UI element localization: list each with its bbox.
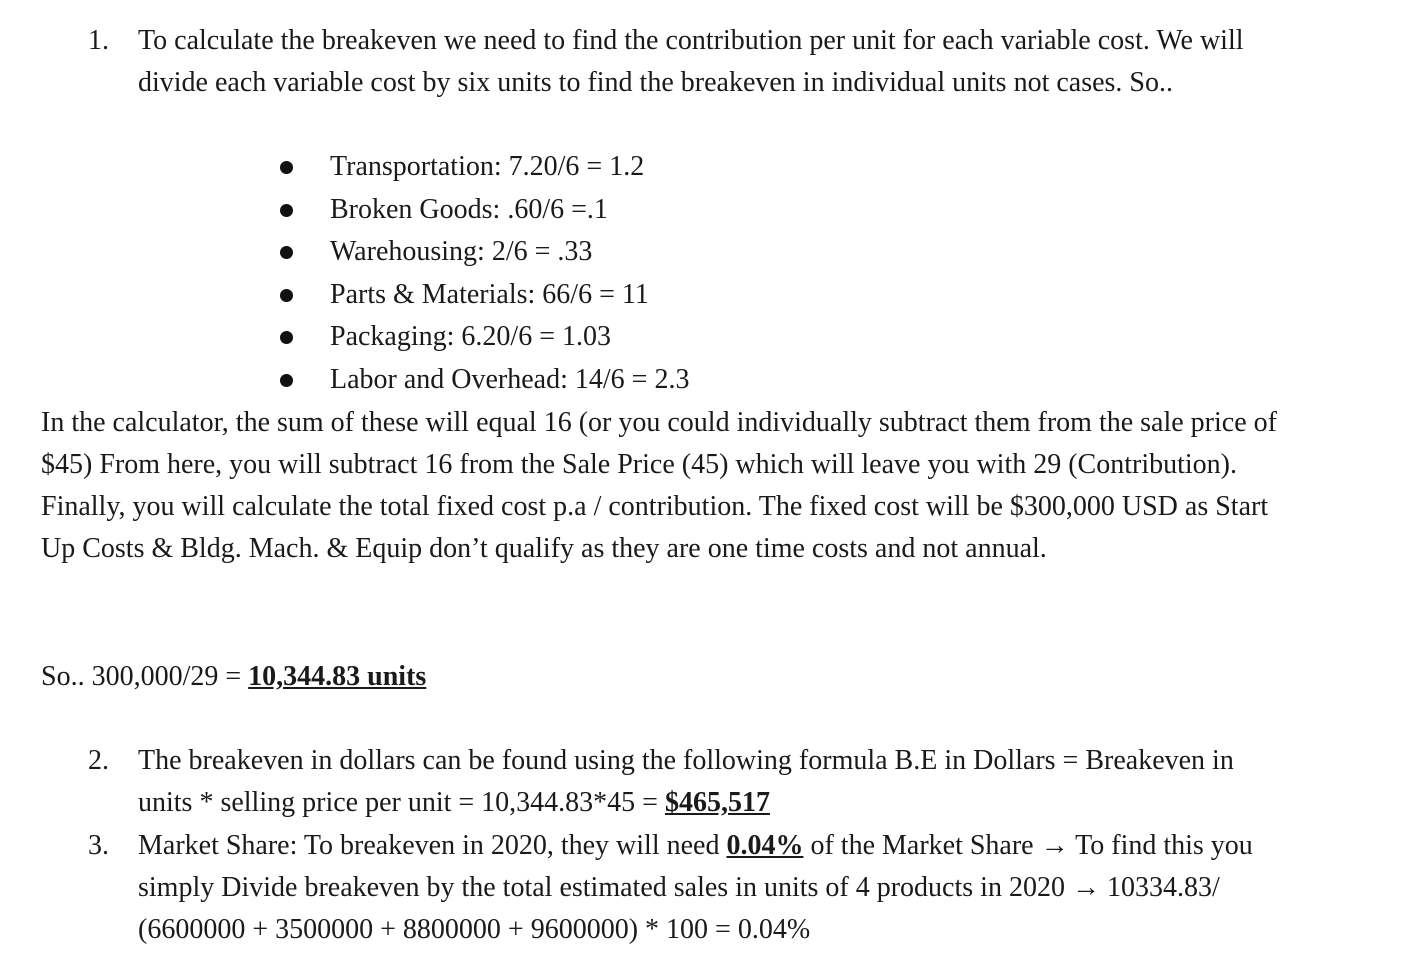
breakeven-units-answer: 10,344.83 units xyxy=(248,661,427,692)
calculation-paragraph: In the calculator, the sum of these will equal 16 (or you could individually subtract them from the sale price of $45) From here, you will subtract 16 from the Sale Price (45) which will leave you with 29 (Contribution). Finally, you will calculate the total fixed cost p.a / contribution. The fixed cost will be $300,000 USD as Start Up Costs & Bldg. Mach. & Equip don’t qualify as they are one time costs and not annual. xyxy=(41,407,1277,564)
list-item-2-text: The breakeven in dollars can be found using the following formula B.E in Dollars = Breakeven in units * selling price per unit = 10,344.83*45 = $465,517 xyxy=(138,745,1234,818)
breakeven-dollars-answer: $465,517 xyxy=(664,787,770,818)
market-share-answer: 0.04% xyxy=(726,830,804,861)
bullet-icon xyxy=(280,246,293,259)
variable-cost-bullet-list xyxy=(276,146,689,401)
list-marker-3: 3. xyxy=(88,830,109,861)
bullet-item: Labor and Overhead: 14/6 = 2.3 xyxy=(276,359,689,402)
bullet-icon xyxy=(280,204,293,217)
bullet-icon xyxy=(280,161,293,174)
bullet-item: Parts & Materials: 66/6 = 11 xyxy=(276,274,689,317)
bullet-icon xyxy=(280,289,293,302)
bullet-item: Transportation: 7.20/6 = 1.2 xyxy=(276,146,689,189)
list-item-3 xyxy=(88,825,1318,951)
bullet-icon xyxy=(280,374,293,387)
bullet-item: Broken Goods: .60/6 =.1 xyxy=(276,189,689,232)
list-item-3-text: Market Share: To breakeven in 2020, they will need 0.04% of the Market Share → To find this you simply Divide breakeven by the total estimated sales in units of 4 products in 2020 → 10334.83/ (6600000 + 3500000 + 8800000 + 9600000) * 100 = 0.04% xyxy=(138,830,1253,945)
breakeven-units-prefix: So.. 300,000/29 = xyxy=(41,661,249,692)
bullet-item: Packaging: 6.20/6 = 1.03 xyxy=(276,316,689,359)
list-item-1-text: To calculate the breakeven we need to find the contribution per unit for each variable cost. We will divide each variable cost by six units to find the breakeven in individual units not cases. So.. xyxy=(138,25,1244,98)
bullet-item: Warehousing: 2/6 = .33 xyxy=(276,231,689,274)
list-marker-2: 2. xyxy=(88,745,109,776)
breakeven-units-line xyxy=(41,656,1301,698)
bullet-icon xyxy=(280,331,293,344)
list-marker-1: 1. xyxy=(88,25,109,56)
list-item-1 xyxy=(88,20,1318,104)
list-item-2 xyxy=(88,740,1318,824)
